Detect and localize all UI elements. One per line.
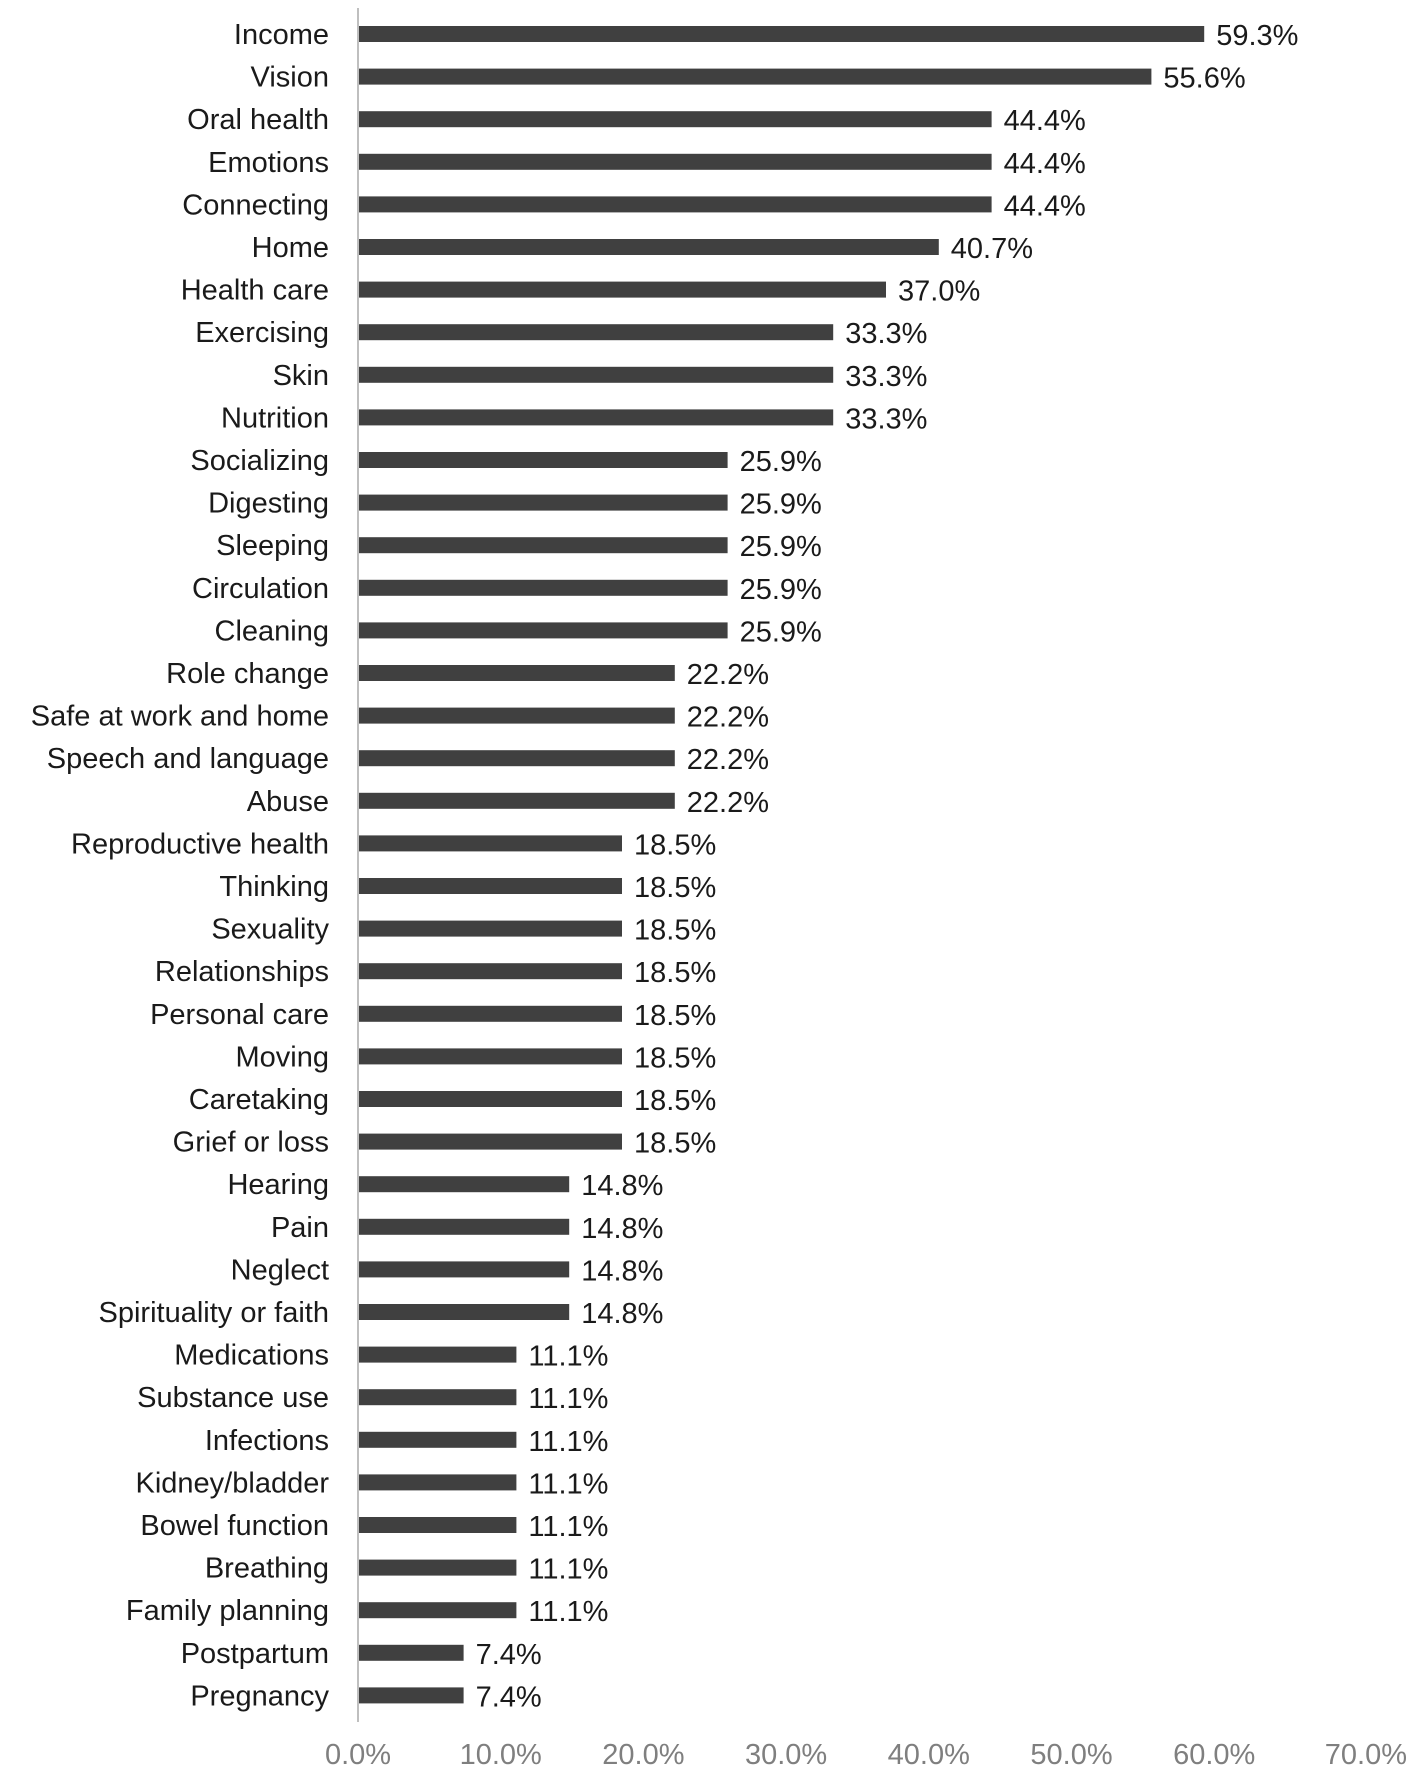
bar-breathing <box>358 1560 516 1576</box>
bar-abuse <box>358 793 675 809</box>
bars-group <box>358 26 1204 1703</box>
bar-exercising <box>358 324 833 340</box>
bar-kidney-bladder <box>358 1474 516 1490</box>
category-label-pain: Pain <box>270 1211 329 1244</box>
x-tick-label-20: 20.0% <box>602 1739 685 1771</box>
bar-pregnancy <box>358 1687 464 1703</box>
bar-spirituality-or-faith <box>358 1304 569 1320</box>
category-label-emotions: Emotions <box>208 146 329 179</box>
category-label-role-change: Role change <box>166 658 329 690</box>
data-label-family-planning: 11.1% <box>528 1596 609 1629</box>
data-label-skin: 33.3% <box>845 360 928 393</box>
bar-digesting <box>358 495 728 511</box>
category-label-infections: Infections <box>204 1424 329 1457</box>
category-label-sleeping: Sleeping <box>216 530 329 563</box>
category-label-breathing: Breathing <box>204 1552 329 1585</box>
category-label-cleaning: Cleaning <box>214 615 329 648</box>
data-label-caretaking: 18.5% <box>634 1085 717 1117</box>
bar-connecting <box>358 196 992 212</box>
bar-infections <box>358 1432 516 1448</box>
data-label-digesting: 25.9% <box>739 488 822 521</box>
data-label-moving: 18.5% <box>634 1042 717 1075</box>
bar-skin <box>358 367 833 383</box>
bar-thinking <box>358 878 622 894</box>
category-label-speech-and-language: Speech and language <box>46 743 329 776</box>
category-label-sexuality: Sexuality <box>211 913 329 946</box>
category-label-relationships: Relationships <box>154 956 329 989</box>
category-label-reproductive-health: Reproductive health <box>71 828 329 861</box>
bar-cleaning <box>358 622 728 638</box>
x-tick-label-70: 70.0% <box>1324 1739 1407 1771</box>
data-label-postpartum: 7.4% <box>475 1638 542 1671</box>
data-label-safe-at-work-and-home: 22.2% <box>686 701 770 734</box>
bar-bowel-function <box>358 1517 516 1533</box>
data-label-connecting: 44.4% <box>1003 190 1086 223</box>
bar-oral-health <box>358 111 992 127</box>
category-label-family-planning: Family planning <box>125 1595 329 1628</box>
bar-hearing <box>358 1176 569 1192</box>
category-label-bowel-function: Bowel function <box>140 1510 329 1542</box>
category-label-vision: Vision <box>250 61 329 94</box>
data-label-socializing: 25.9% <box>739 446 822 478</box>
data-label-cleaning: 25.9% <box>739 616 822 649</box>
category-label-safe-at-work-and-home: Safe at work and home <box>30 700 329 733</box>
data-label-reproductive-health: 18.5% <box>634 829 717 862</box>
data-label-medications: 11.1% <box>528 1340 609 1373</box>
bar-reproductive-health <box>358 835 622 851</box>
data-label-emotions: 44.4% <box>1003 147 1086 180</box>
category-label-socializing: Socializing <box>190 445 329 477</box>
category-label-grief-or-loss: Grief or loss <box>172 1126 329 1159</box>
x-tick-label-60: 60.0% <box>1173 1739 1256 1771</box>
bar-health-care <box>358 282 886 298</box>
data-label-sleeping: 25.9% <box>739 531 822 564</box>
category-label-moving: Moving <box>235 1041 329 1074</box>
category-label-oral-health: Oral health <box>187 104 329 137</box>
category-label-health-care: Health care <box>180 274 329 307</box>
category-label-neglect: Neglect <box>230 1254 329 1287</box>
bar-emotions <box>358 154 992 170</box>
bar-socializing <box>358 452 728 468</box>
bar-neglect <box>358 1261 569 1277</box>
x-tick-label-40: 40.0% <box>887 1739 970 1771</box>
category-label-digesting: Digesting <box>208 487 329 520</box>
data-label-abuse: 22.2% <box>686 786 770 819</box>
category-label-pregnancy: Pregnancy <box>190 1680 329 1713</box>
data-labels-group <box>476 20 1299 1713</box>
category-label-medications: Medications <box>174 1339 329 1372</box>
x-tick-label-0: 0.0% <box>324 1739 392 1771</box>
data-label-pain: 14.8% <box>581 1212 664 1245</box>
data-label-speech-and-language: 22.2% <box>686 744 770 777</box>
data-label-breathing: 11.1% <box>528 1553 609 1586</box>
data-label-neglect: 14.8% <box>581 1255 664 1288</box>
data-label-pregnancy: 7.4% <box>475 1681 542 1714</box>
data-label-bowel-function: 11.1% <box>528 1511 609 1543</box>
data-label-vision: 55.6% <box>1163 62 1246 95</box>
data-label-spirituality-or-faith: 14.8% <box>581 1298 664 1330</box>
category-label-hearing: Hearing <box>227 1169 329 1202</box>
data-label-personal-care: 18.5% <box>634 999 717 1032</box>
data-label-nutrition: 33.3% <box>845 403 928 436</box>
category-label-spirituality-or-faith: Spirituality or faith <box>98 1297 329 1329</box>
bar-substance-use <box>358 1389 516 1405</box>
bar-grief-or-loss <box>358 1134 622 1150</box>
data-label-grief-or-loss: 18.5% <box>634 1127 717 1160</box>
category-label-substance-use: Substance use <box>137 1382 329 1415</box>
data-label-infections: 11.1% <box>528 1425 609 1458</box>
category-labels-group <box>31 19 330 1712</box>
bar-pain <box>358 1219 569 1235</box>
bar-sleeping <box>358 537 728 553</box>
data-label-role-change: 22.2% <box>686 659 770 691</box>
data-label-substance-use: 11.1% <box>528 1383 609 1416</box>
bar-income <box>358 26 1204 42</box>
data-label-health-care: 37.0% <box>898 275 981 308</box>
category-label-thinking: Thinking <box>219 871 329 903</box>
x-tick-label-30: 30.0% <box>744 1739 828 1771</box>
bar-relationships <box>358 963 622 979</box>
bar-postpartum <box>358 1645 464 1661</box>
data-label-exercising: 33.3% <box>845 318 928 351</box>
data-label-hearing: 14.8% <box>581 1170 664 1203</box>
data-label-thinking: 18.5% <box>634 872 717 904</box>
x-tick-label-50: 50.0% <box>1030 1739 1113 1771</box>
category-label-circulation: Circulation <box>192 572 329 605</box>
bar-family-planning <box>358 1602 516 1618</box>
bar-speech-and-language <box>358 750 675 766</box>
data-label-income: 59.3% <box>1216 20 1299 52</box>
data-label-circulation: 25.9% <box>739 573 822 606</box>
bar-role-change <box>358 665 675 681</box>
data-label-oral-health: 44.4% <box>1003 105 1086 138</box>
category-label-home: Home <box>251 232 329 264</box>
category-label-personal-care: Personal care <box>150 998 329 1031</box>
bar-moving <box>358 1048 622 1064</box>
x-tick-label-10: 10.0% <box>459 1739 542 1771</box>
bar-medications <box>358 1347 516 1363</box>
bar-nutrition <box>358 409 833 425</box>
category-label-abuse: Abuse <box>246 785 329 818</box>
category-label-skin: Skin <box>272 359 329 392</box>
data-label-sexuality: 18.5% <box>634 914 717 947</box>
category-label-kidney-bladder: Kidney/bladder <box>135 1467 329 1500</box>
bar-vision <box>358 69 1151 85</box>
category-label-postpartum: Postpartum <box>180 1637 329 1670</box>
category-label-caretaking: Caretaking <box>188 1084 329 1116</box>
bar-caretaking <box>358 1091 622 1107</box>
category-label-income: Income <box>233 19 329 51</box>
data-label-home: 40.7% <box>950 233 1034 265</box>
data-label-kidney-bladder: 11.1% <box>528 1468 609 1501</box>
category-label-exercising: Exercising <box>195 317 329 350</box>
bar-home <box>358 239 939 255</box>
bar-circulation <box>358 580 728 596</box>
data-label-relationships: 18.5% <box>634 957 717 990</box>
bar-personal-care <box>358 1006 622 1022</box>
bar-safe-at-work-and-home <box>358 708 675 724</box>
category-label-connecting: Connecting <box>182 189 329 222</box>
bar-sexuality <box>358 921 622 937</box>
x-tick-labels-group <box>325 1739 1407 1771</box>
category-label-nutrition: Nutrition <box>221 402 329 435</box>
